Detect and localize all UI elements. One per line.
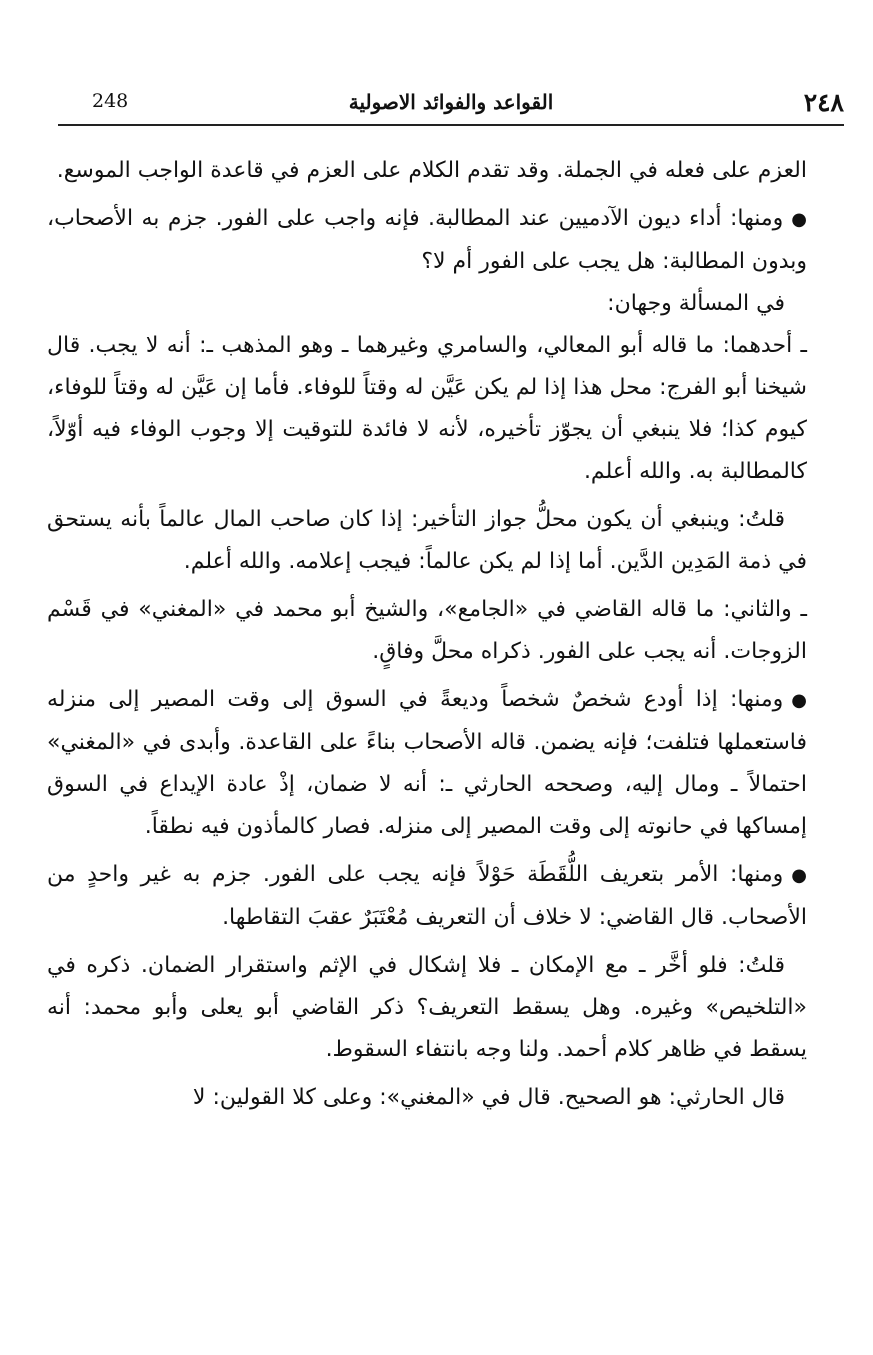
- paragraph-9: [47, 945, 807, 1071]
- paragraph-text: ومنها: الأمر بتعريف اللُّقَطَة حَوْلاً فإنه يجب على الفور. جزم به غير واحدٍ من الأصحاب. قال القاضي: لا خلاف أن التعريف مُعْتَبَرٌ عقبَ التقاطها.: [47, 862, 807, 930]
- bullet-icon: ●: [791, 209, 807, 230]
- paragraph-text: ومنها: إذا أودع شخصٌ شخصاً وديعةً في السوق إلى وقت المصير إلى منزله فاستعملها فتلفت؛ فإنه يضمن. قاله الأصحاب بناءً على القاعدة. وأبدى في «المغني» احتمالاً ـ ومال إليه، وصححه الحارثي ـ: أنه لا ضمان، إذْ عادة الإيداع في السوق إمساكها في حانوته إلى وقت المصير إلى منزله. فصار كالمأذون فيه نطقاً.: [47, 687, 807, 839]
- paragraph-3: [47, 283, 807, 325]
- paragraph-text: ـ أحدهما: ما قاله أبو المعالي، والسامري وغيرهما ـ وهو المذهب ـ: أنه لا يجب. قال شيخنا أبو الفرج: محل هذا إذا لم يكن عَيَّن له وقتاً للوفاء. فأما إن عَيَّن له وقتاً للوفاء، كيوم كذا؛ فلا ينبغي أن يجوّز تأخيره، لأنه لا فائدة للتوقيت إلا وجوب الوفاء فيه أوّلاً، كالمطالبة به. والله أعلم.: [47, 333, 807, 484]
- paragraph-text: قلتُ: وينبغي أن يكون محلُّ جواز التأخير: إذا كان صاحب المال عالماً بأنه يستحق في ذمة المَدِين الدَّين. أما إذا لم يكن عالماً: فيجب إعلامه. والله أعلم.: [47, 507, 807, 574]
- paragraph-8: [47, 854, 807, 939]
- paragraph-text: قال الحارثي: هو الصحيح. قال في «المغني»: وعلى كلا القولين: لا: [192, 1085, 785, 1110]
- paragraph-text: قلتُ: فلو أخَّر ـ مع الإمكان ـ فلا إشكال في الإثم واستقرار الضمان. ذكره في «التلخيص» وغيره. وهل يسقط التعريف؟ ذكر القاضي أبو يعلى وأبو محمد: أنه يسقط في ظاهر كلام أحمد. ولنا وجه بانتفاء السقوط.: [47, 953, 807, 1062]
- page-number-latin: 248: [92, 90, 129, 112]
- paragraph-5: [47, 499, 807, 583]
- paragraph-text: في المسألة وجهان:: [607, 291, 785, 316]
- paragraph-2: [47, 198, 807, 283]
- paragraph-6: [47, 589, 807, 673]
- page-header: [58, 84, 844, 124]
- body-text: [47, 150, 807, 1119]
- bullet-icon: ●: [791, 865, 807, 886]
- header-rule: [58, 124, 844, 126]
- paragraph-text: العزم على فعله في الجملة. وقد تقدم الكلام على العزم في قاعدة الواجب الموسع.: [56, 158, 807, 183]
- page-number-arabic: ٢٤٨: [803, 88, 844, 117]
- paragraph-7: [47, 679, 807, 848]
- paragraph-1: [47, 150, 807, 192]
- paragraph-text: ـ والثاني: ما قاله القاضي في «الجامع»، والشيخ أبو محمد في «المغني» في قَسْم الزوجات. أنه يجب على الفور. ذكراه محلَّ وفاقٍ.: [47, 597, 807, 664]
- bullet-icon: ●: [791, 690, 807, 711]
- running-title: القواعد والفوائد الاصولية: [348, 90, 554, 114]
- paragraph-text: ومنها: أداء ديون الآدميين عند المطالبة. فإنه واجب على الفور. جزم به الأصحاب، وبدون المطالبة: هل يجب على الفور أم لا؟: [47, 206, 807, 274]
- paragraph-4: [47, 325, 807, 493]
- paragraph-10: [47, 1077, 807, 1119]
